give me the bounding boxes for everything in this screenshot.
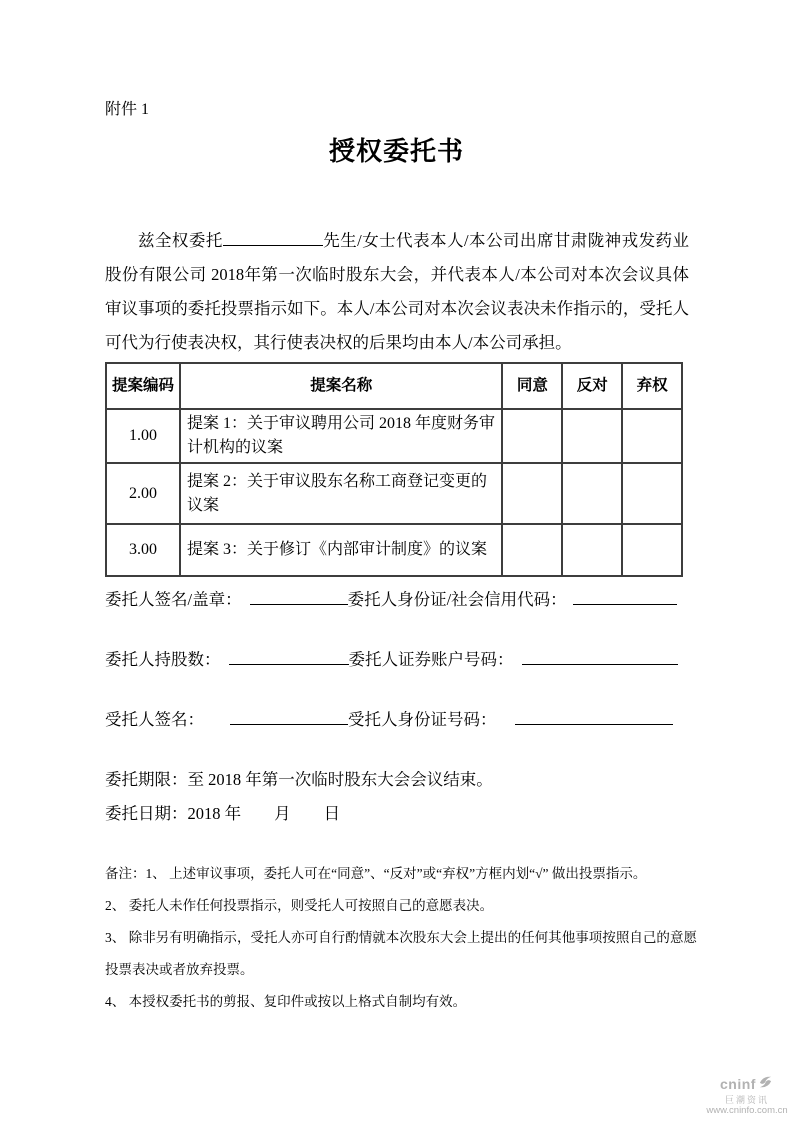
note-item: 4、 本授权委托书的剪报、复印件或按以上格式自制均有效。 [105, 994, 467, 1009]
principal-id-label: 委托人身份证/社会信用代码： [347, 590, 567, 609]
mandate-date-line: 委托日期：2018 年 月 日 [105, 804, 341, 823]
cninfo-chinese-name: 巨潮资讯 [724, 1094, 769, 1105]
cninfo-url: www.cninfo.com.cn [706, 1105, 788, 1117]
intro-paragraph [105, 224, 689, 360]
header-abstain: 弃权 [622, 363, 682, 409]
principal-shares-label: 委托人持股数： [105, 650, 221, 669]
agent-id-label: 受托人身份证号码： [348, 710, 497, 729]
vote-cell-oppose [562, 463, 622, 524]
note-item: 3、 除非另有明确指示，受托人亦可自行酌情就本次股东大会上提出的任何其他事项按照自己的意愿投票表决或者放弃投票。 [105, 930, 697, 977]
agent-id-blank [515, 708, 673, 725]
vote-cell-abstain [622, 524, 682, 576]
principal-account-blank [522, 648, 678, 665]
proposals-table [105, 362, 683, 577]
table-row [106, 524, 682, 576]
vote-cell-agree [502, 524, 562, 576]
vote-cell-oppose [562, 409, 622, 463]
header-proposal-code: 提案编码 [106, 363, 180, 409]
table-header-row [106, 363, 682, 409]
proposal-code: 1.00 [106, 409, 180, 463]
principal-id-blank [573, 588, 677, 605]
vote-cell-agree [502, 463, 562, 524]
table-row [106, 409, 682, 463]
agent-sign-label: 受托人签名： [105, 710, 204, 729]
intro-lead: 兹全权委托 [138, 230, 223, 250]
principal-account-label: 委托人证券账户号码： [348, 650, 514, 669]
cninfo-brand-text: cninf [720, 1075, 756, 1092]
header-oppose: 反对 [562, 363, 622, 409]
proposal-name: 提案 3：关于修订《内部审计制度》的议案 [180, 524, 502, 576]
principal-signature-row [105, 586, 689, 612]
vote-cell-agree [502, 409, 562, 463]
header-agree: 同意 [502, 363, 562, 409]
proposal-name: 提案 2：关于审议股东名称工商登记变更的议案 [180, 463, 502, 524]
proposal-code: 3.00 [106, 524, 180, 576]
cninfo-watermark [704, 1074, 790, 1117]
principal-shares-blank [229, 648, 349, 665]
principal-sign-blank [250, 588, 348, 605]
notes-section [105, 858, 697, 1018]
agent-sign-blank [230, 708, 348, 725]
note-item: 2、 委托人未作任何投票指示，则受托人可按照自己的意愿表决。 [105, 898, 494, 913]
note-item: 备注：1、 上述审议事项，委托人可在“同意”、“反对”或“弃权”方框内划“√” 做出投票指示。 [105, 866, 647, 881]
intro-body: 先生/女士代表本人/本公司出席甘肃陇神戎发药业股份有限公司 2018年第一次临时股东大会，并代表本人/本公司对本次会议具体审议事项的委托投票指示如下。本人/本公司对本次会议表决未作指示的，受托人可代为行使表决权，其行使表决权的后果均由本人/本公司承担。 [105, 230, 690, 352]
vote-cell-abstain [622, 409, 682, 463]
mandate-period-line: 委托期限：至 2018 年第一次临时股东大会会议结束。 [105, 770, 493, 789]
vote-cell-oppose [562, 524, 622, 576]
vote-cell-abstain [622, 463, 682, 524]
principal-holdings-row [105, 646, 689, 672]
table-row [106, 463, 682, 524]
proposal-code: 2.00 [106, 463, 180, 524]
attachment-label: 附件 1 [105, 101, 150, 118]
header-proposal-name: 提案名称 [180, 363, 502, 409]
principal-sign-label: 委托人签名/盖章： [105, 590, 242, 609]
cninfo-swirl-icon [757, 1074, 774, 1095]
proposal-name: 提案 1：关于审议聘用公司 2018 年度财务审计机构的议案 [180, 409, 502, 463]
cninfo-brand-row [704, 1074, 790, 1095]
principal-name-blank [223, 230, 323, 246]
page-title: 授权委托书 [328, 136, 464, 166]
agent-signature-row [105, 706, 689, 732]
